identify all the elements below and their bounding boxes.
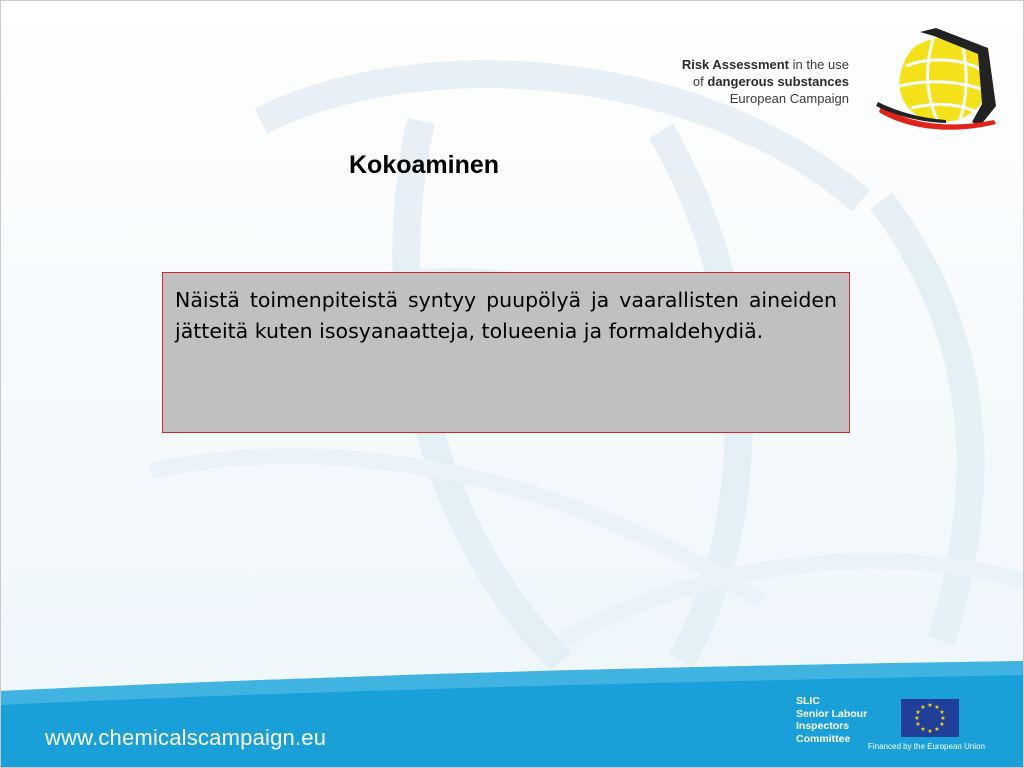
logo-line1-bold: Risk Assessment xyxy=(681,57,789,72)
svg-text:★: ★ xyxy=(939,721,945,728)
campaign-logo xyxy=(681,26,1001,136)
footer-url-link[interactable]: www.chemicalscampaign.eu xyxy=(45,725,327,750)
logo-line2-pre: of xyxy=(692,74,708,89)
logo-line3: European Campaign xyxy=(729,91,849,106)
yellow-globe-icon xyxy=(876,26,1001,136)
svg-text:★: ★ xyxy=(915,709,921,716)
slic-line2: Senior Labour xyxy=(796,707,868,720)
logo-line1-rest: in the use xyxy=(789,57,849,72)
svg-text:★: ★ xyxy=(927,728,933,735)
content-body-text: Näistä toimenpiteistä syntyy puupölyä ja vaarallisten aineiden jätteitä kuten isosyanaatteja, tolueenia ja formaldehydiä. xyxy=(175,288,837,343)
slic-line3: Inspectors xyxy=(796,720,850,732)
svg-text:★: ★ xyxy=(934,726,940,733)
content-box xyxy=(162,272,850,433)
slic-line4: Committee xyxy=(796,732,851,745)
svg-text:★: ★ xyxy=(914,715,920,722)
eu-flag-icon xyxy=(901,699,959,737)
eu-financing-caption: Financed by the European Union xyxy=(868,742,985,751)
svg-text:★: ★ xyxy=(934,704,940,711)
svg-text:★: ★ xyxy=(939,709,945,716)
svg-text:★: ★ xyxy=(915,721,921,728)
slic-line1: SLIC xyxy=(796,695,820,707)
campaign-logo-text xyxy=(682,56,849,107)
svg-text:★: ★ xyxy=(920,704,926,711)
svg-text:★: ★ xyxy=(920,726,926,733)
logo-line2-bold: dangerous substances xyxy=(707,74,849,89)
slide-title: Kokoaminen xyxy=(349,151,500,179)
svg-text:★: ★ xyxy=(940,715,946,722)
slic-logo-text xyxy=(796,695,867,745)
footer-band xyxy=(1,661,1024,768)
svg-text:★: ★ xyxy=(927,702,933,709)
